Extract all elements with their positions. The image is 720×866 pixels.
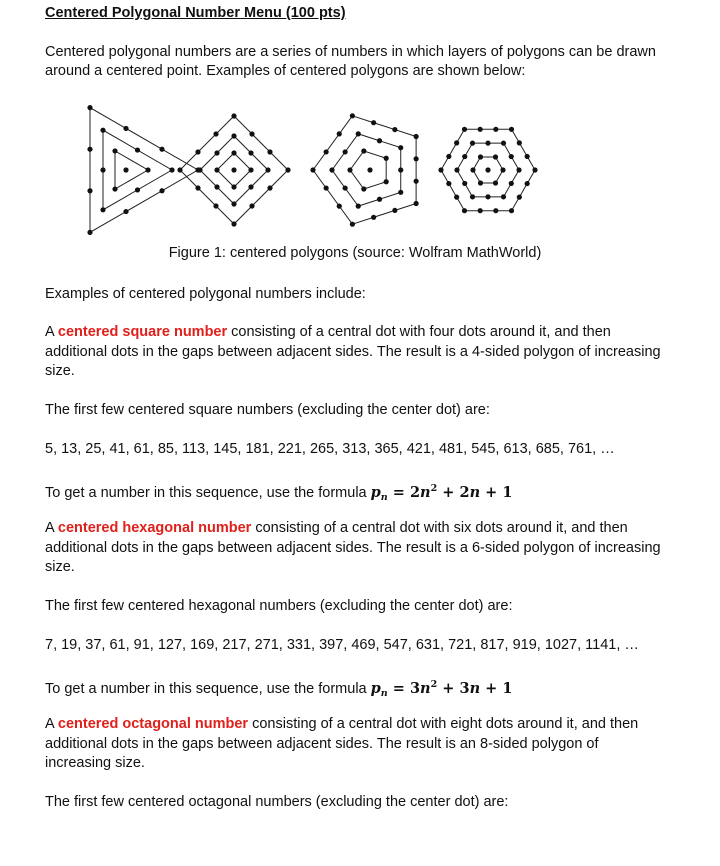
polygon-dot bbox=[248, 167, 253, 172]
polygon-dot bbox=[343, 149, 348, 154]
polygon-dot bbox=[123, 209, 128, 214]
polygon-dot bbox=[446, 154, 451, 159]
polygon-dot bbox=[145, 167, 150, 172]
polygon-layer-2 bbox=[332, 134, 401, 206]
polygon-dot bbox=[356, 131, 361, 136]
polygon-dot bbox=[87, 230, 92, 235]
polygon-dot bbox=[414, 134, 419, 139]
square-paragraph-line-3: size. bbox=[45, 363, 75, 379]
square-term: centered square number bbox=[57, 324, 228, 340]
polygon-dot bbox=[231, 150, 236, 155]
polygon-dot bbox=[371, 215, 376, 220]
polygon-dot bbox=[195, 185, 200, 190]
octagonal-paragraph-line-1: A centered octagonal number consisting of a central dot with eight dots around it, and then bbox=[45, 716, 639, 732]
polygon-dot bbox=[248, 184, 253, 189]
polygon-dot bbox=[493, 180, 498, 185]
polygon-dot bbox=[454, 167, 459, 172]
polygon-dot bbox=[462, 208, 467, 213]
polygon-dot bbox=[337, 204, 342, 209]
polygon-dot bbox=[516, 167, 521, 172]
polygon-dot bbox=[392, 208, 397, 213]
polygon-dot bbox=[478, 180, 483, 185]
polygon-dot bbox=[517, 195, 522, 200]
centered-hexagon-figure bbox=[438, 127, 537, 214]
polygon-dot bbox=[249, 203, 254, 208]
examples-intro: Examples of centered polygonal numbers include: bbox=[45, 286, 366, 302]
polygon-dot bbox=[159, 188, 164, 193]
square-formula: $p_n = 2n^2 + 2n + 1$ bbox=[370, 483, 513, 503]
polygon-dot bbox=[100, 207, 105, 212]
polygon-dot bbox=[285, 167, 290, 172]
polygon-dot bbox=[231, 113, 236, 118]
polygon-dot bbox=[414, 156, 419, 161]
polygon-dot bbox=[248, 150, 253, 155]
centered-square-figure bbox=[177, 113, 290, 226]
polygon-dot bbox=[398, 190, 403, 195]
polygon-dot bbox=[525, 154, 530, 159]
polygon-dot bbox=[462, 127, 467, 132]
centered-triangle-figure bbox=[87, 105, 200, 235]
polygon-dot bbox=[501, 141, 506, 146]
polygon-dot bbox=[438, 167, 443, 172]
polygon-dot bbox=[249, 131, 254, 136]
polygon-dot bbox=[214, 184, 219, 189]
polygon-dot bbox=[213, 131, 218, 136]
center-dot bbox=[485, 167, 490, 172]
polygon-dot bbox=[493, 127, 498, 132]
center-dot bbox=[231, 167, 236, 172]
center-dot bbox=[367, 167, 372, 172]
polygon-dot bbox=[123, 126, 128, 131]
polygon-dot bbox=[462, 181, 467, 186]
polygon-dot bbox=[350, 222, 355, 227]
octagonal-list-intro: The first few centered octagonal numbers (excluding the center dot) are: bbox=[45, 794, 509, 810]
hexagonal-formula-line: To get a number in this sequence, use the formula $p_n = 3n^2 + 3n + 1$ bbox=[45, 679, 513, 699]
polygon-dot bbox=[501, 194, 506, 199]
centered-polygons-figure bbox=[58, 98, 568, 243]
polygon-dot bbox=[414, 201, 419, 206]
polygon-dot bbox=[87, 147, 92, 152]
polygon-dot bbox=[361, 148, 366, 153]
page-title: Centered Polygonal Number Menu (100 pts) bbox=[45, 5, 346, 21]
polygon-dot bbox=[454, 195, 459, 200]
polygon-dot bbox=[329, 167, 334, 172]
polygon-dot bbox=[493, 208, 498, 213]
square-list-intro: The first few centered square numbers (excluding the center dot) are: bbox=[45, 402, 490, 418]
polygon-dot bbox=[195, 149, 200, 154]
polygon-dot bbox=[265, 167, 270, 172]
polygon-dot bbox=[361, 186, 366, 191]
hexagonal-sequence: 7, 19, 37, 61, 91, 127, 169, 217, 271, 331, 397, 469, 547, 631, 721, 817, 919, 1027, 1141, … bbox=[45, 637, 639, 653]
polygon-dot bbox=[356, 204, 361, 209]
polygon-dot bbox=[509, 154, 514, 159]
polygon-dot bbox=[478, 208, 483, 213]
polygon-dot bbox=[517, 140, 522, 145]
polygon-dot bbox=[347, 167, 352, 172]
polygon-dot bbox=[384, 179, 389, 184]
intro-line-2: around a centered point. Examples of centered polygons are shown below: bbox=[45, 63, 526, 79]
polygon-dot bbox=[384, 156, 389, 161]
polygon-dot bbox=[485, 194, 490, 199]
polygon-dot bbox=[509, 181, 514, 186]
polygon-dot bbox=[135, 187, 140, 192]
polygon-dot bbox=[446, 181, 451, 186]
polygon-dot bbox=[231, 201, 236, 206]
square-paragraph-line-1: A centered square number consisting of a central dot with four dots around it, and then bbox=[45, 324, 611, 340]
intro-line-1: Centered polygonal numbers are a series of numbers in which layers of polygons can be drawn bbox=[45, 44, 656, 60]
polygon-dot bbox=[500, 167, 505, 172]
octagonal-term: centered octagonal number bbox=[57, 716, 249, 732]
polygon-dot bbox=[267, 185, 272, 190]
polygon-dot bbox=[337, 131, 342, 136]
hexagonal-formula: $p_n = 3n^2 + 3n + 1$ bbox=[370, 679, 513, 699]
polygon-dot bbox=[214, 150, 219, 155]
hexagonal-term: centered hexagonal number bbox=[57, 520, 252, 536]
hexagonal-paragraph-line-2: additional dots in the gaps between adjacent sides. The result is a 6-sided polygon of increasing bbox=[45, 540, 661, 556]
polygon-dot bbox=[231, 133, 236, 138]
polygon-layer-2 bbox=[103, 130, 172, 210]
polygon-dot bbox=[213, 203, 218, 208]
polygon-dot bbox=[100, 167, 105, 172]
polygon-dot bbox=[532, 167, 537, 172]
polygon-dot bbox=[343, 185, 348, 190]
polygon-dot bbox=[310, 167, 315, 172]
polygon-dot bbox=[231, 221, 236, 226]
figure-caption: Figure 1: centered polygons (source: Wolfram MathWorld) bbox=[168, 245, 542, 261]
polygon-dot bbox=[414, 179, 419, 184]
polygon-dot bbox=[377, 138, 382, 143]
polygon-dot bbox=[231, 184, 236, 189]
square-paragraph-line-2: additional dots in the gaps between adjacent sides. The result is a 4-sided polygon of increasing bbox=[45, 344, 661, 360]
centered-pentagon-figure bbox=[310, 113, 418, 227]
polygon-dot bbox=[392, 127, 397, 132]
polygon-dot bbox=[100, 128, 105, 133]
polygon-dot bbox=[398, 167, 403, 172]
polygon-dot bbox=[135, 147, 140, 152]
polygon-dot bbox=[87, 188, 92, 193]
polygon-dot bbox=[267, 149, 272, 154]
polygon-dot bbox=[371, 120, 376, 125]
polygon-dot bbox=[478, 154, 483, 159]
octagonal-paragraph-line-2: additional dots in the gaps between adjacent sides. The result is an 8-sided polygon of bbox=[45, 736, 599, 752]
polygon-dot bbox=[470, 141, 475, 146]
hexagonal-list-intro: The first few centered hexagonal numbers (excluding the center dot) are: bbox=[45, 598, 513, 614]
polygon-layer-1 bbox=[115, 151, 148, 189]
polygon-dot bbox=[214, 167, 219, 172]
polygon-dot bbox=[324, 149, 329, 154]
square-sequence: 5, 13, 25, 41, 61, 85, 113, 145, 181, 221, 265, 313, 365, 421, 481, 545, 613, 685, 761, … bbox=[45, 441, 615, 457]
polygon-dot bbox=[197, 167, 202, 172]
polygon-dot bbox=[398, 145, 403, 150]
polygon-dot bbox=[470, 194, 475, 199]
polygon-dot bbox=[159, 147, 164, 152]
polygon-dot bbox=[509, 127, 514, 132]
polygon-dot bbox=[87, 105, 92, 110]
hexagonal-paragraph-line-1: A centered hexagonal number consisting of a central dot with six dots around it, and then bbox=[45, 520, 628, 536]
polygon-dot bbox=[324, 185, 329, 190]
polygon-dot bbox=[485, 141, 490, 146]
polygon-dot bbox=[454, 140, 459, 145]
octagonal-paragraph-line-3: increasing size. bbox=[45, 755, 145, 771]
polygon-dot bbox=[377, 197, 382, 202]
polygon-dot bbox=[112, 148, 117, 153]
polygon-dot bbox=[470, 167, 475, 172]
polygon-dot bbox=[177, 167, 182, 172]
square-formula-line: To get a number in this sequence, use the formula $p_n = 2n^2 + 2n + 1$ bbox=[45, 483, 513, 503]
polygon-dot bbox=[350, 113, 355, 118]
polygon-dot bbox=[112, 186, 117, 191]
polygon-dot bbox=[493, 154, 498, 159]
polygon-dot bbox=[478, 127, 483, 132]
polygon-dot bbox=[462, 154, 467, 159]
hexagonal-paragraph-line-3: size. bbox=[45, 559, 75, 575]
polygon-dot bbox=[169, 167, 174, 172]
polygon-dot bbox=[509, 208, 514, 213]
polygon-dot bbox=[525, 181, 530, 186]
center-dot bbox=[123, 167, 128, 172]
